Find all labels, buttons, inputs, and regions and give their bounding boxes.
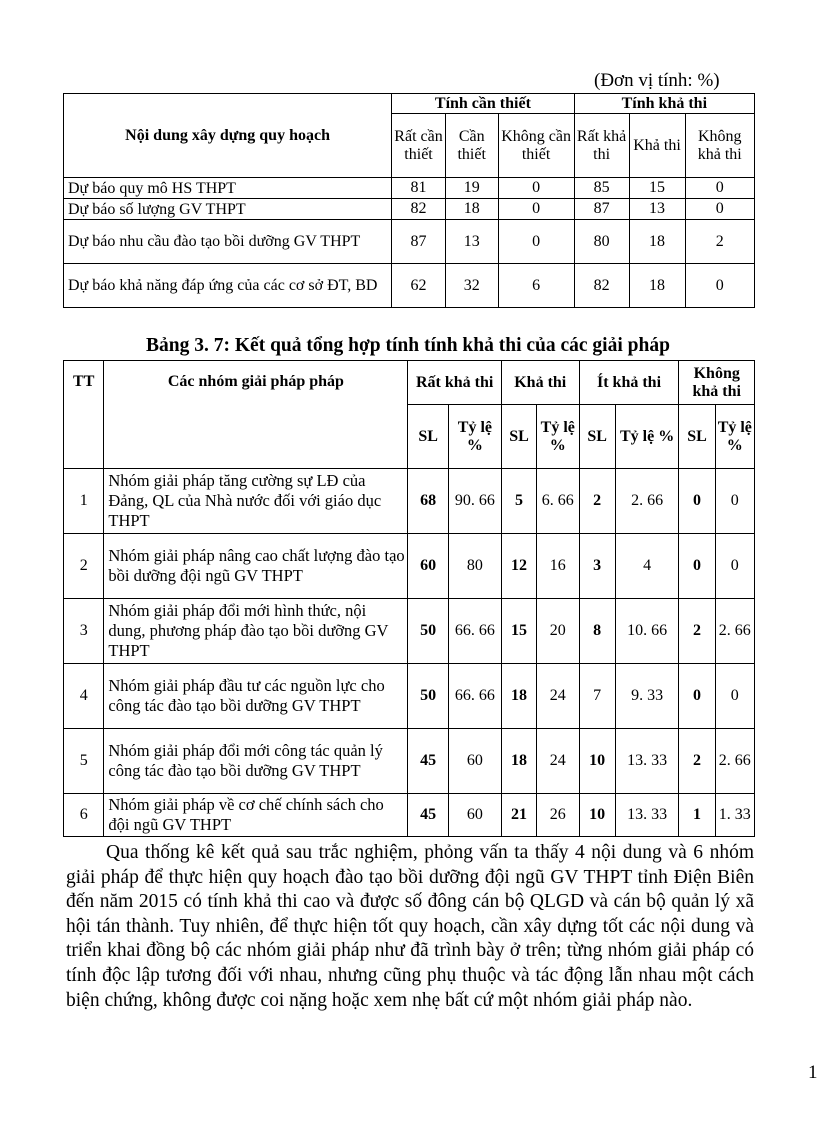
- header-sl: SL: [501, 405, 536, 469]
- cell-rate: 16: [537, 534, 580, 599]
- cell-rate: 9. 33: [615, 664, 679, 729]
- row-solution: Nhóm giải pháp về cơ chế chính sách cho đội ngũ GV THPT: [104, 794, 408, 837]
- cell-value: 85: [574, 178, 629, 199]
- cell-value: 82: [574, 264, 629, 308]
- header-feasibility: Tính khả thi: [574, 94, 754, 114]
- cell-rate: 2. 66: [715, 599, 754, 664]
- cell-value: 87: [392, 220, 446, 264]
- header-very-feasible: Rất khả thi: [408, 361, 502, 405]
- cell-rate: 80: [448, 534, 501, 599]
- cell-rate: 26: [537, 794, 580, 837]
- cell-value: 18: [629, 264, 685, 308]
- header-content: Nội dung xây dựng quy hoạch: [64, 94, 392, 178]
- cell-value: 2: [685, 220, 754, 264]
- header-necessary: Cần thiết: [445, 114, 498, 178]
- cell-sl: 2: [679, 599, 715, 664]
- header-sl: SL: [408, 405, 448, 469]
- cell-sl: 10: [579, 729, 615, 794]
- cell-rate: 4: [615, 534, 679, 599]
- cell-value: 87: [574, 199, 629, 220]
- cell-rate: 24: [537, 664, 580, 729]
- cell-rate: 90. 66: [448, 469, 501, 534]
- cell-sl: 18: [501, 729, 536, 794]
- header-not-necessary: Không cần thiết: [498, 114, 574, 178]
- cell-value: 80: [574, 220, 629, 264]
- cell-sl: 12: [501, 534, 536, 599]
- header-rate: Tỷ lệ %: [448, 405, 501, 469]
- cell-sl: 60: [408, 534, 448, 599]
- solutions-feasibility-table: [63, 360, 755, 837]
- cell-sl: 50: [408, 664, 448, 729]
- cell-sl: 8: [579, 599, 615, 664]
- unit-note: (Đơn vị tính: %): [594, 70, 720, 91]
- cell-value: 62: [392, 264, 446, 308]
- cell-rate: 24: [537, 729, 580, 794]
- table-row: [64, 220, 755, 264]
- cell-value: 18: [445, 199, 498, 220]
- cell-value: 0: [685, 178, 754, 199]
- header-not-feasible: Không khả thi: [679, 361, 755, 405]
- table-caption: Bảng 3. 7: Kết quả tổng hợp tính tính khả thi của các giải pháp: [146, 335, 670, 356]
- cell-sl: 5: [501, 469, 536, 534]
- cell-value: 0: [685, 199, 754, 220]
- cell-value: 15: [629, 178, 685, 199]
- row-content: Dự báo số lượng GV THPT: [64, 199, 392, 220]
- cell-rate: 10. 66: [615, 599, 679, 664]
- header-not-feasible: Không khả thi: [685, 114, 754, 178]
- header-very-feasible: Rất khả thi: [574, 114, 629, 178]
- cell-sl: 2: [679, 729, 715, 794]
- header-feasible: Khả thi: [629, 114, 685, 178]
- cell-sl: 50: [408, 599, 448, 664]
- cell-sl: 0: [679, 534, 715, 599]
- row-content: Dự báo khả năng đáp ứng của các cơ sở ĐT, BD: [64, 264, 392, 308]
- header-sl: SL: [679, 405, 715, 469]
- row-solution: Nhóm giải pháp nâng cao chất lượng đào tạo bồi dưỡng đội ngũ GV THPT: [104, 534, 408, 599]
- row-tt: 6: [64, 794, 104, 837]
- table-row: [64, 534, 755, 599]
- cell-value: 0: [498, 220, 574, 264]
- header-groups: Các nhóm giải pháp pháp: [104, 361, 408, 469]
- header-less-feasible: Ít khả thi: [579, 361, 679, 405]
- header-very-necessary: Rất cần thiết: [392, 114, 446, 178]
- conclusion-paragraph: Qua thống kê kết quả sau trắc nghiệm, phỏng vấn ta thấy 4 nội dung và 6 nhóm giải pháp để thực hiện quy hoạch đào tạo bồi dưỡng đội ngũ GV THPT tỉnh Điện Biên đến năm 2015 có tính khả thi cao và được số đông cán bộ QLGD và cán bộ quản lý xã hội tán thành. Tuy nhiên, để thực hiện tốt quy hoạch, cần xây dựng tốt các nội dung và triển khai đồng bộ các nhóm giải pháp như đã trình bày ở trên; từng nhóm giải pháp có tính độc lập tương đối với nhau, nhưng cũng phụ thuộc và tác động lẫn nhau một cách biện chứng, không được coi nặng hoặc xem nhẹ bất cứ một nhóm giải pháp nào.: [66, 842, 754, 1011]
- cell-rate: 60: [448, 794, 501, 837]
- row-tt: 5: [64, 729, 104, 794]
- row-tt: 2: [64, 534, 104, 599]
- cell-sl: 21: [501, 794, 536, 837]
- row-tt: 1: [64, 469, 104, 534]
- cell-sl: 45: [408, 794, 448, 837]
- cell-sl: 1: [679, 794, 715, 837]
- header-rate: Tỷ lệ %: [615, 405, 679, 469]
- header-rate: Tỷ lệ %: [537, 405, 580, 469]
- header-sl: SL: [579, 405, 615, 469]
- cell-sl: 2: [579, 469, 615, 534]
- cell-rate: 0: [715, 469, 754, 534]
- page-number: 1: [808, 1062, 818, 1083]
- row-tt: 3: [64, 599, 104, 664]
- cell-value: 32: [445, 264, 498, 308]
- row-tt: 4: [64, 664, 104, 729]
- cell-sl: 7: [579, 664, 615, 729]
- cell-rate: 66. 66: [448, 599, 501, 664]
- header-necessity: Tính cần thiết: [392, 94, 575, 114]
- row-solution: Nhóm giải pháp đầu tư các nguồn lực cho công tác đào tạo bồi dưỡng GV THPT: [104, 664, 408, 729]
- planning-content-table: [63, 93, 755, 308]
- cell-sl: 10: [579, 794, 615, 837]
- table-row: [64, 264, 755, 308]
- cell-rate: 2. 66: [615, 469, 679, 534]
- cell-value: 19: [445, 178, 498, 199]
- header-rate: Tỷ lệ %: [715, 405, 754, 469]
- cell-value: 0: [498, 178, 574, 199]
- cell-rate: 1. 33: [715, 794, 754, 837]
- cell-sl: 3: [579, 534, 615, 599]
- cell-sl: 68: [408, 469, 448, 534]
- cell-sl: 18: [501, 664, 536, 729]
- cell-value: 13: [629, 199, 685, 220]
- table-row: [64, 729, 755, 794]
- cell-rate: 13. 33: [615, 729, 679, 794]
- table-row: [64, 664, 755, 729]
- table-row: [64, 469, 755, 534]
- table-row: [64, 178, 755, 199]
- cell-rate: 60: [448, 729, 501, 794]
- cell-value: 0: [498, 199, 574, 220]
- cell-rate: 0: [715, 664, 754, 729]
- row-content: Dự báo nhu cầu đào tạo bồi dưỡng GV THPT: [64, 220, 392, 264]
- row-solution: Nhóm giải pháp tăng cường sự LĐ của Đảng, QL của Nhà nước đối với giáo dục THPT: [104, 469, 408, 534]
- row-solution: Nhóm giải pháp đổi mới hình thức, nội dung, phương pháp đào tạo bồi dưỡng GV THPT: [104, 599, 408, 664]
- cell-value: 13: [445, 220, 498, 264]
- cell-rate: 2. 66: [715, 729, 754, 794]
- cell-rate: 6. 66: [537, 469, 580, 534]
- cell-value: 6: [498, 264, 574, 308]
- cell-sl: 0: [679, 664, 715, 729]
- cell-value: 82: [392, 199, 446, 220]
- header-tt: TT: [64, 361, 104, 469]
- cell-value: 0: [685, 264, 754, 308]
- row-content: Dự báo quy mô HS THPT: [64, 178, 392, 199]
- table-row: [64, 599, 755, 664]
- table-row: [64, 199, 755, 220]
- table-row: [64, 794, 755, 837]
- cell-value: 81: [392, 178, 446, 199]
- cell-rate: 66. 66: [448, 664, 501, 729]
- cell-sl: 45: [408, 729, 448, 794]
- cell-rate: 0: [715, 534, 754, 599]
- row-solution: Nhóm giải pháp đổi mới công tác quản lý công tác đào tạo bồi dưỡng GV THPT: [104, 729, 408, 794]
- cell-rate: 20: [537, 599, 580, 664]
- cell-sl: 15: [501, 599, 536, 664]
- header-feasible: Khả thi: [501, 361, 579, 405]
- cell-rate: 13. 33: [615, 794, 679, 837]
- cell-sl: 0: [679, 469, 715, 534]
- cell-value: 18: [629, 220, 685, 264]
